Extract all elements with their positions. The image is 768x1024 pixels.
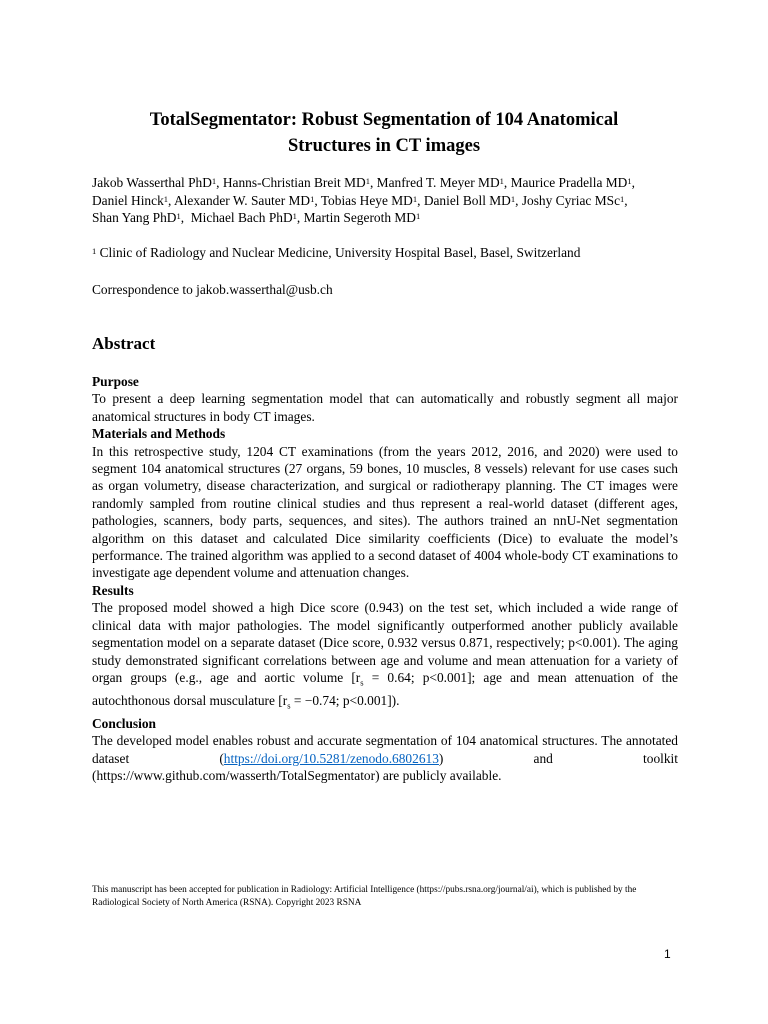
purpose-heading: Purpose	[92, 374, 139, 389]
abstract-heading: Abstract	[92, 334, 156, 353]
author: Alexander W. Sauter $MD^1$,	[173, 192, 321, 208]
correspondence: Correspondence to jakob.wasserthal@usb.ch	[92, 282, 333, 297]
author: Daniel Hinck$^1$,	[92, 192, 174, 208]
author: Martin Segeroth $MD^1$	[303, 210, 421, 226]
title-line-2: Structures in CT images	[287, 136, 481, 156]
methods-heading: Materials and Methods	[92, 426, 226, 442]
results-heading: Results	[92, 582, 134, 598]
author: Hanns-Christian Breit $MD^1$,	[222, 175, 377, 190]
conclusion-text: The developed model enables robust and accurate segmentation of 104 anatomical structures. The annotated dataset (https://doi.org/10.5281/zenodo.6802613) and toolkit (https://www.github.com/wasserth/TotalSegmentator) are publicly available.	[92, 733, 678, 784]
dataset-link[interactable]: https://doi.org/10.5281/zenodo.6802613	[223, 750, 439, 766]
paper-title	[92, 107, 676, 159]
author: Maurice Pradella $MD^1$,	[510, 175, 635, 190]
abstract-body	[92, 373, 678, 785]
author: Manfred T. Meyer $MD^1$,	[376, 175, 511, 190]
publication-footnote: This manuscript has been accepted for publication in Radiology: Artificial Intelligence (https://pubs.rsna.org/journal/ai), which is published by the Radiological Society of North America (RSNA). Copyright 2023 RSNA	[92, 885, 637, 908]
author: Joshy Cyriac MSc$^1$,	[521, 192, 628, 208]
purpose-text: To present a deep learning segmentation model that can automatically and robustly segment all major anatomical structures in body CT images.	[92, 391, 678, 424]
author: Tobias Heye $MD^1$,	[320, 192, 424, 208]
methods-text: In this retrospective study, 1204 CT examinations (from the years 2012, 2016, and 2020) were used to segment 104 anatomical structures (27 organs, 59 bones, 10 muscles, 8 vessels) relevant for use cases such as organ volumetry, disease characterization, and surgical or radiotherapy planning. The CT images were randomly sampled from routine clinical studies and thus represent a real-world dataset (different ages, pathologies, scanners, body parts, sequences, and sites). The authors trained an nnU-Net segmentation algorithm on this dataset and calculated Dice similarity coefficients (Dice) to evaluate the model’s performance. The trained algorithm was applied to a second dataset of 4004 whole-body CT examinations to investigate age dependent volume and attenuation changes.	[92, 443, 678, 581]
author: Michael Bach PhD$^1$,	[190, 210, 304, 226]
author-list	[92, 174, 678, 227]
page-number: 1	[664, 947, 671, 961]
author: Daniel Boll $MD^1$,	[423, 192, 522, 208]
results-text: The proposed model showed a high Dice score (0.943) on the test set, which included a wide range of clinical data with major pathologies. The model significantly outperformed another publicly available segmentation model on a separate dataset (Dice score, 0.932 versus 0.871, respectively; p<0.001). The aging study demonstrated significant correlations between age and volume and mean attenuation for a variety of organ groups (e.g., age and aortic volume [$r_s = 0.64$; p<0.001]; age and mean attenuation of the autochthonous dorsal musculature [$r_s = -0.74$; p<0.001]).	[92, 600, 678, 711]
author: Shan Yang PhD$^1$,	[92, 210, 191, 226]
conclusion-heading: Conclusion	[92, 716, 156, 732]
title-line-1: TotalSegmentator: Robust Segmentation of 104 Anatomical	[149, 110, 619, 130]
affiliation: $^1$ Clinic of Radiology and Nuclear Medicine, University Hospital Basel, Basel, Switzerland	[92, 245, 581, 260]
author: Jakob Wasserthal PhD$^1$,	[92, 175, 223, 190]
